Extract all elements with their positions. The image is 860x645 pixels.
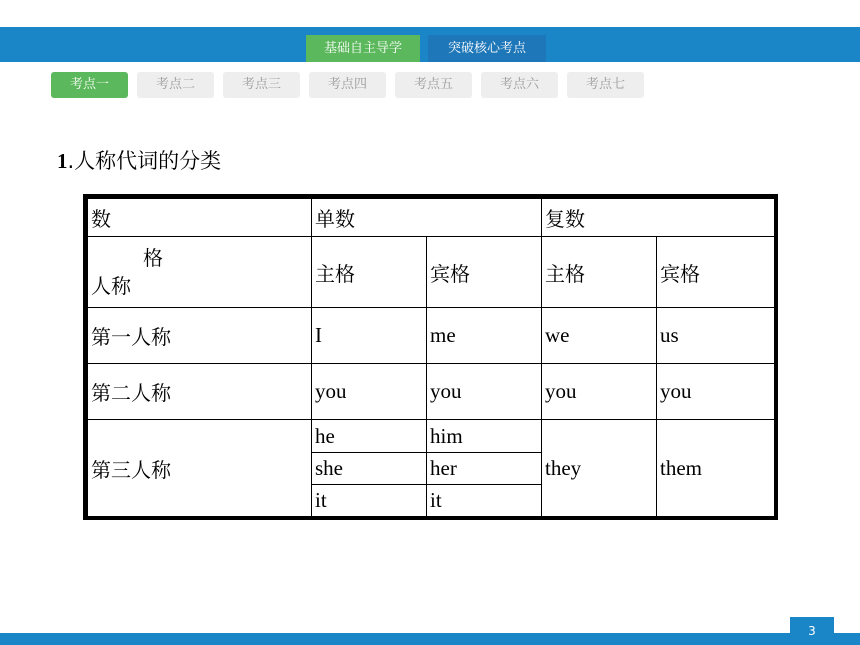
header-objective-plural: 宾格 bbox=[657, 237, 775, 308]
second-obj-singular: you bbox=[427, 364, 542, 420]
tab-core-points[interactable]: 突破核心考点 bbox=[428, 35, 546, 62]
kaodian-tab-1[interactable]: 考点一 bbox=[51, 72, 128, 98]
section-heading bbox=[57, 145, 221, 175]
third-subj-singular-she: she bbox=[312, 453, 427, 485]
third-subj-plural: they bbox=[542, 420, 657, 517]
table-case-row bbox=[88, 237, 775, 308]
header-person: 人称 bbox=[91, 274, 131, 298]
kaodian-tab-3[interactable]: 考点三 bbox=[223, 72, 300, 98]
header-case: 格 bbox=[143, 246, 163, 270]
third-subj-singular-he: he bbox=[312, 420, 427, 453]
pronoun-table bbox=[87, 198, 775, 517]
header-plural: 复数 bbox=[542, 199, 775, 237]
pronoun-table-frame bbox=[83, 194, 778, 520]
header-case-person bbox=[88, 237, 312, 308]
table-row bbox=[88, 420, 775, 453]
second-obj-plural: you bbox=[657, 364, 775, 420]
heading-text: .人称代词的分类 bbox=[67, 149, 222, 173]
kaodian-tab-5[interactable]: 考点五 bbox=[395, 72, 472, 98]
third-obj-plural: them bbox=[657, 420, 775, 517]
third-obj-singular-it: it bbox=[427, 485, 542, 517]
kaodian-tab-6[interactable]: 考点六 bbox=[481, 72, 558, 98]
third-subj-singular-it: it bbox=[312, 485, 427, 517]
page-number: 3 bbox=[790, 617, 834, 645]
first-subj-singular: I bbox=[312, 308, 427, 364]
heading-number: 1 bbox=[57, 149, 68, 173]
third-obj-singular-him: him bbox=[427, 420, 542, 453]
first-obj-singular: me bbox=[427, 308, 542, 364]
tab-basic-self-study[interactable]: 基础自主导学 bbox=[306, 35, 420, 62]
first-subj-plural: we bbox=[542, 308, 657, 364]
person-second: 第二人称 bbox=[88, 364, 312, 420]
table-row bbox=[88, 364, 775, 420]
header-singular: 单数 bbox=[312, 199, 542, 237]
second-subj-plural: you bbox=[542, 364, 657, 420]
table-header-row bbox=[88, 199, 775, 237]
person-first: 第一人称 bbox=[88, 308, 312, 364]
kaodian-tab-7[interactable]: 考点七 bbox=[567, 72, 644, 98]
header-objective-singular: 宾格 bbox=[427, 237, 542, 308]
kaodian-tab-2[interactable]: 考点二 bbox=[137, 72, 214, 98]
header-subjective-singular: 主格 bbox=[312, 237, 427, 308]
header-number: 数 bbox=[88, 199, 312, 237]
third-obj-singular-her: her bbox=[427, 453, 542, 485]
first-obj-plural: us bbox=[657, 308, 775, 364]
kaodian-tab-4[interactable]: 考点四 bbox=[309, 72, 386, 98]
header-subjective-plural: 主格 bbox=[542, 237, 657, 308]
footer-bar bbox=[0, 633, 860, 645]
second-subj-singular: you bbox=[312, 364, 427, 420]
table-row bbox=[88, 308, 775, 364]
person-third: 第三人称 bbox=[88, 420, 312, 517]
